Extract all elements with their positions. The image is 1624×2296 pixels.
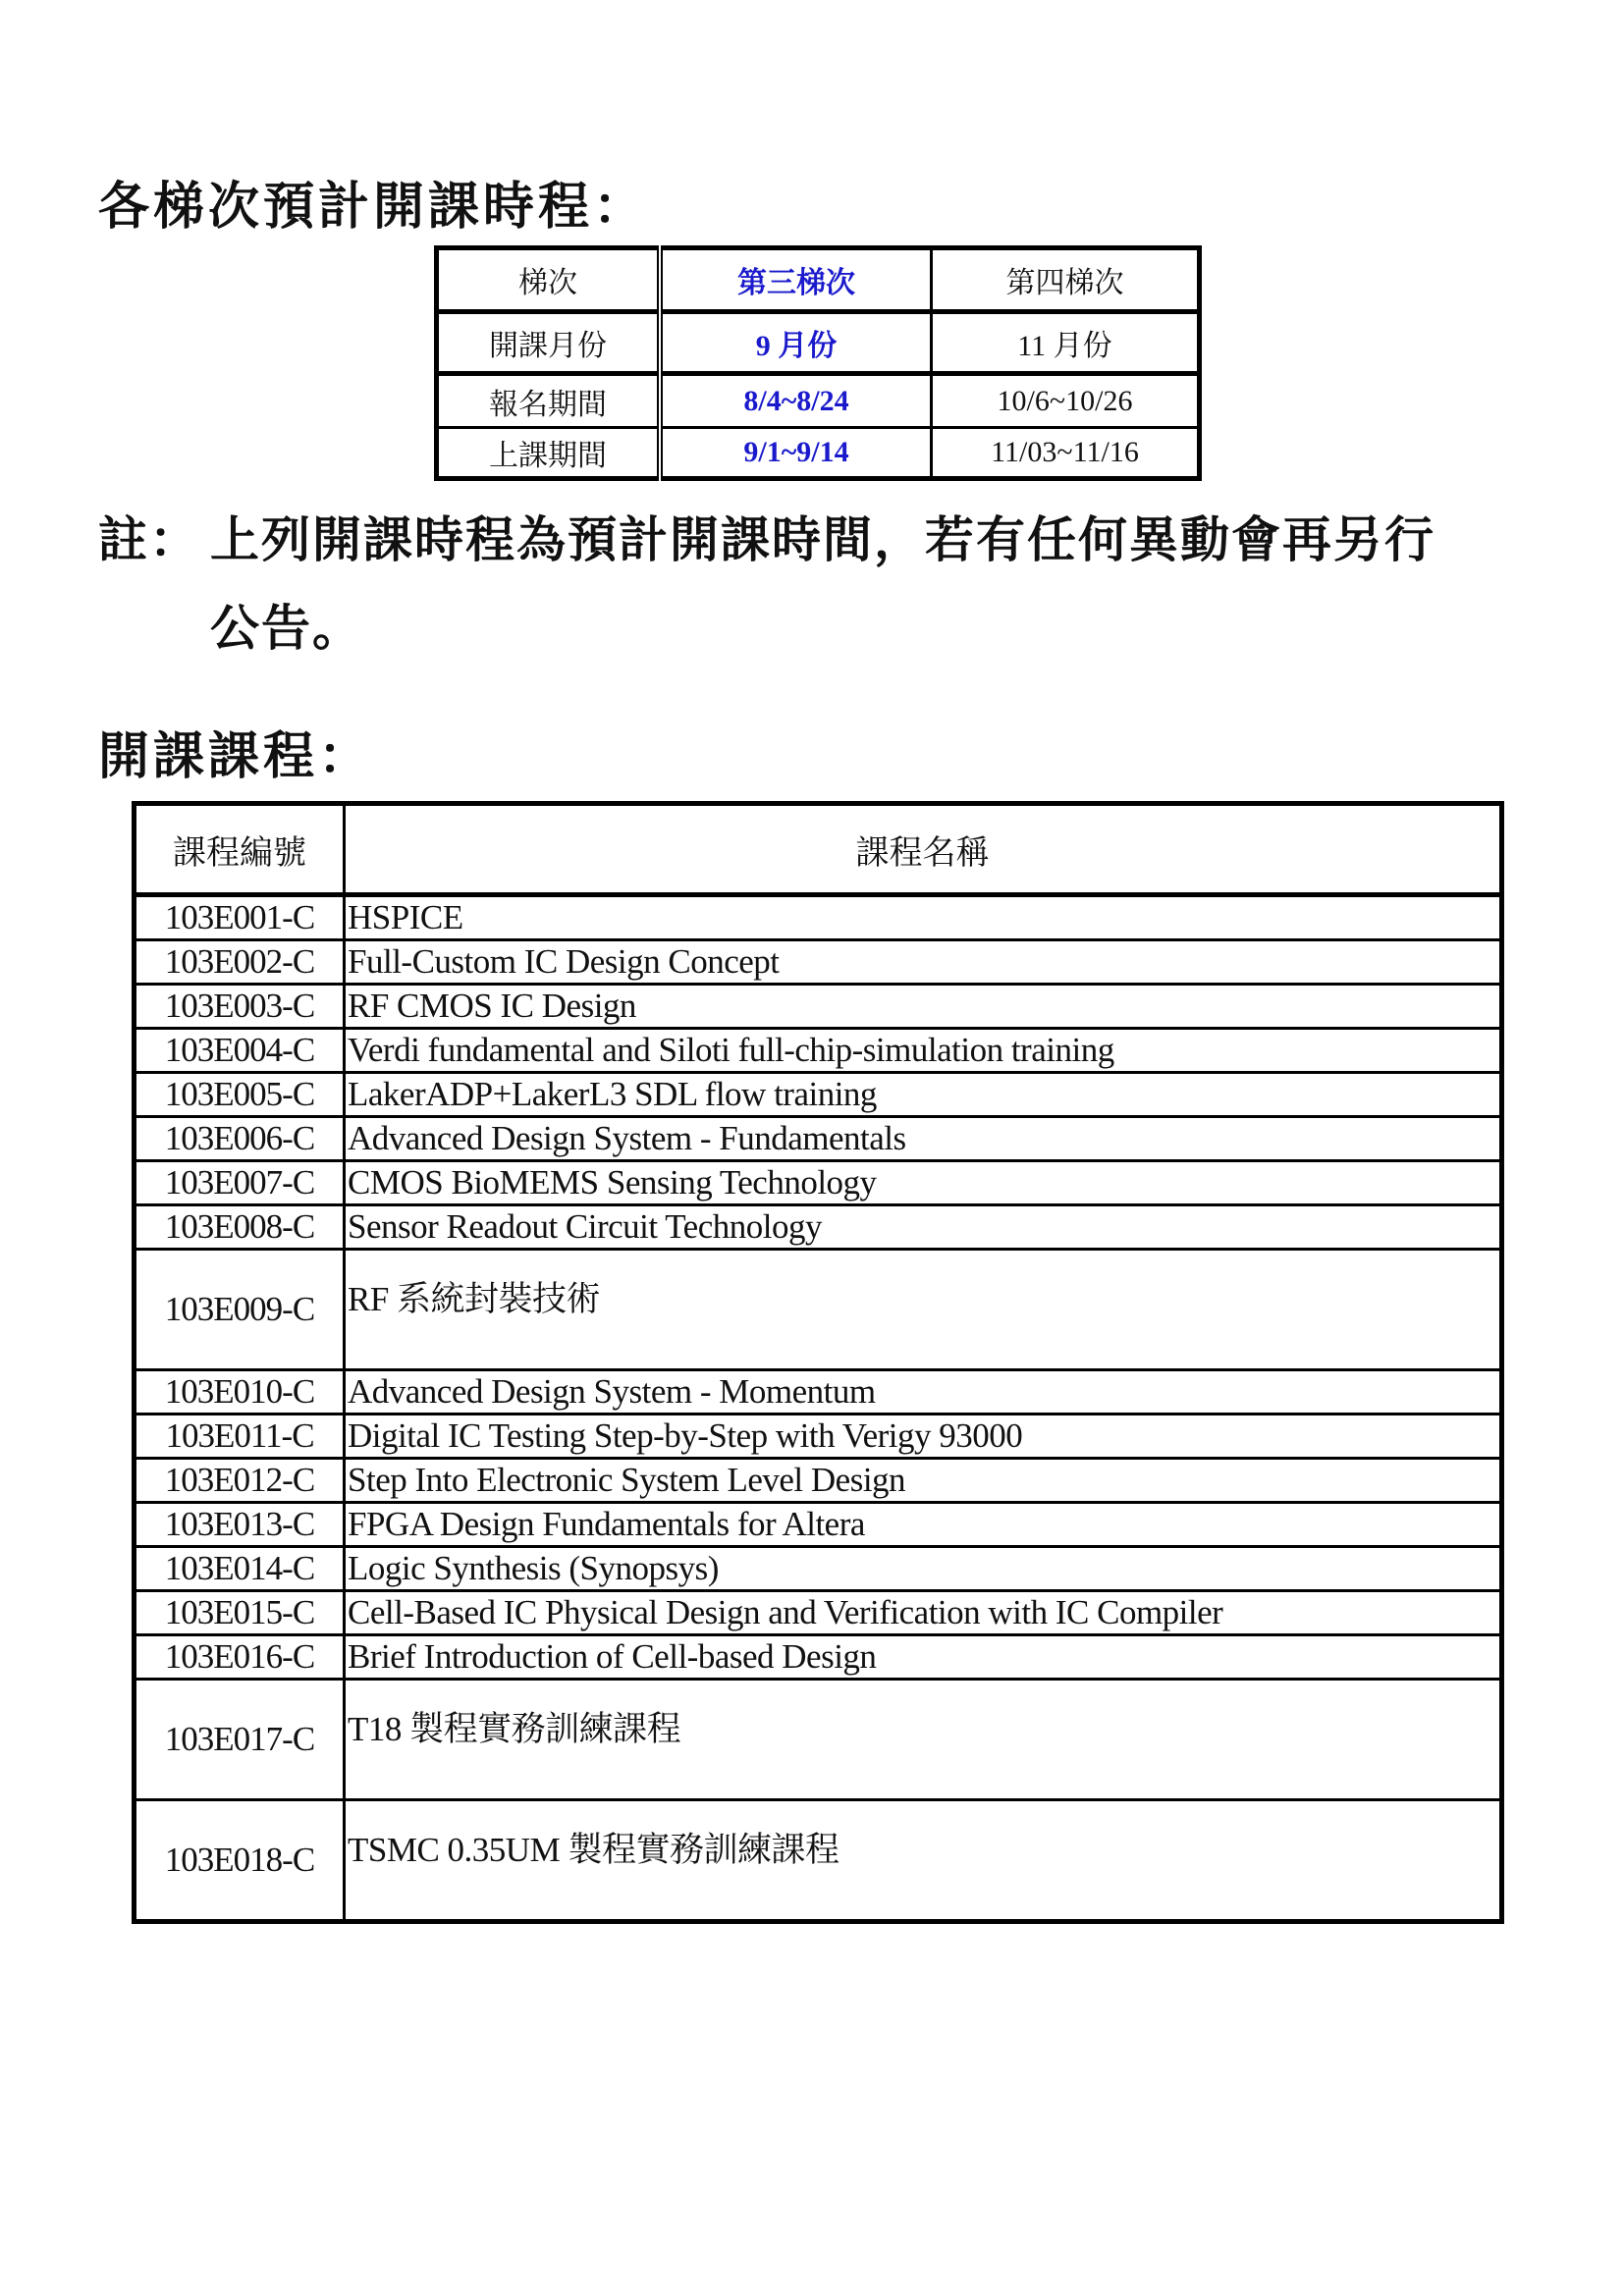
- schedule-row: [437, 374, 1200, 428]
- course-row: [135, 1250, 1502, 1370]
- course-row: [135, 1117, 1502, 1161]
- course-row: [135, 1503, 1502, 1547]
- course-code: 103E015-C: [135, 1591, 345, 1635]
- course-code: 103E008-C: [135, 1205, 345, 1250]
- schedule-fourth-value: 11 月份: [932, 312, 1200, 374]
- course-code: 103E010-C: [135, 1370, 345, 1415]
- course-name: RF 系統封裝技術: [345, 1250, 1502, 1370]
- note-line-1: 上列開課時程為預計開課時間，若有任何異動會再另行: [210, 511, 1435, 568]
- course-row: [135, 940, 1502, 985]
- course-name: Logic Synthesis (Synopsys): [345, 1547, 1502, 1591]
- courses-table: [132, 801, 1504, 1924]
- course-row: [135, 895, 1502, 940]
- course-code: 103E016-C: [135, 1635, 345, 1680]
- course-row: [135, 1161, 1502, 1205]
- course-name: Full-Custom IC Design Concept: [345, 940, 1502, 985]
- course-name: CMOS BioMEMS Sensing Technology: [345, 1161, 1502, 1205]
- course-name: LakerADP+LakerL3 SDL flow training: [345, 1073, 1502, 1117]
- course-name: Brief Introduction of Cell-based Design: [345, 1635, 1502, 1680]
- course-row: [135, 1680, 1502, 1800]
- course-code: 103E017-C: [135, 1680, 345, 1800]
- course-name: Digital IC Testing Step-by-Step with Verigy 93000: [345, 1415, 1502, 1459]
- course-name: Cell-Based IC Physical Design and Verification with IC Compiler: [345, 1591, 1502, 1635]
- course-code: 103E013-C: [135, 1503, 345, 1547]
- courses-body: [135, 895, 1502, 1922]
- schedule-note: [98, 496, 1551, 672]
- course-row: [135, 1547, 1502, 1591]
- course-code: 103E012-C: [135, 1459, 345, 1503]
- schedule-table: [434, 245, 1202, 481]
- course-name: Advanced Design System - Fundamentals: [345, 1117, 1502, 1161]
- note-label: 註：: [98, 511, 200, 568]
- course-name: HSPICE: [345, 895, 1502, 940]
- course-code: 103E018-C: [135, 1800, 345, 1922]
- course-name: Verdi fundamental and Siloti full-chip-simulation training: [345, 1029, 1502, 1073]
- course-row: [135, 1591, 1502, 1635]
- schedule-header-label: 梯次: [437, 248, 661, 312]
- note-line-2: 公告。: [210, 600, 363, 657]
- course-name: Advanced Design System - Momentum: [345, 1370, 1502, 1415]
- course-row: [135, 1029, 1502, 1073]
- schedule-third-value: 9/1~9/14: [660, 428, 932, 479]
- course-code: 103E007-C: [135, 1161, 345, 1205]
- course-row: [135, 1073, 1502, 1117]
- schedule-row: [437, 312, 1200, 374]
- schedule-third-value: 9 月份: [660, 312, 932, 374]
- schedule-third-value: 8/4~8/24: [660, 374, 932, 428]
- schedule-row-label: 開課月份: [437, 312, 661, 374]
- course-name: FPGA Design Fundamentals for Altera: [345, 1503, 1502, 1547]
- course-code: 103E009-C: [135, 1250, 345, 1370]
- schedule-heading: 各梯次預計開課時程：: [98, 178, 649, 237]
- courses-heading: 開課課程：: [98, 727, 374, 786]
- course-name: Step Into Electronic System Level Design: [345, 1459, 1502, 1503]
- course-code: 103E011-C: [135, 1415, 345, 1459]
- course-row: [135, 1635, 1502, 1680]
- course-name: T18 製程實務訓練課程: [345, 1680, 1502, 1800]
- course-code: 103E005-C: [135, 1073, 345, 1117]
- course-code: 103E004-C: [135, 1029, 345, 1073]
- course-code: 103E003-C: [135, 985, 345, 1029]
- schedule-row-label: 報名期間: [437, 374, 661, 428]
- schedule-fourth-value: 10/6~10/26: [932, 374, 1200, 428]
- course-code: 103E001-C: [135, 895, 345, 940]
- schedule-header-third: 第三梯次: [660, 248, 932, 312]
- course-row: [135, 1370, 1502, 1415]
- course-row: [135, 1415, 1502, 1459]
- course-row: [135, 1800, 1502, 1922]
- schedule-row: [437, 428, 1200, 479]
- column-header-name: 課程名稱: [345, 804, 1502, 895]
- course-code: 103E002-C: [135, 940, 345, 985]
- course-row: [135, 1205, 1502, 1250]
- course-name: Sensor Readout Circuit Technology: [345, 1205, 1502, 1250]
- schedule-header-row: [437, 248, 1200, 312]
- course-code: 103E006-C: [135, 1117, 345, 1161]
- schedule-row-label: 上課期間: [437, 428, 661, 479]
- course-row: [135, 1459, 1502, 1503]
- course-name: TSMC 0.35UM 製程實務訓練課程: [345, 1800, 1502, 1922]
- schedule-header-fourth: 第四梯次: [932, 248, 1200, 312]
- course-row: [135, 985, 1502, 1029]
- course-code: 103E014-C: [135, 1547, 345, 1591]
- schedule-fourth-value: 11/03~11/16: [932, 428, 1200, 479]
- course-name: RF CMOS IC Design: [345, 985, 1502, 1029]
- courses-header-row: [135, 804, 1502, 895]
- column-header-code: 課程編號: [135, 804, 345, 895]
